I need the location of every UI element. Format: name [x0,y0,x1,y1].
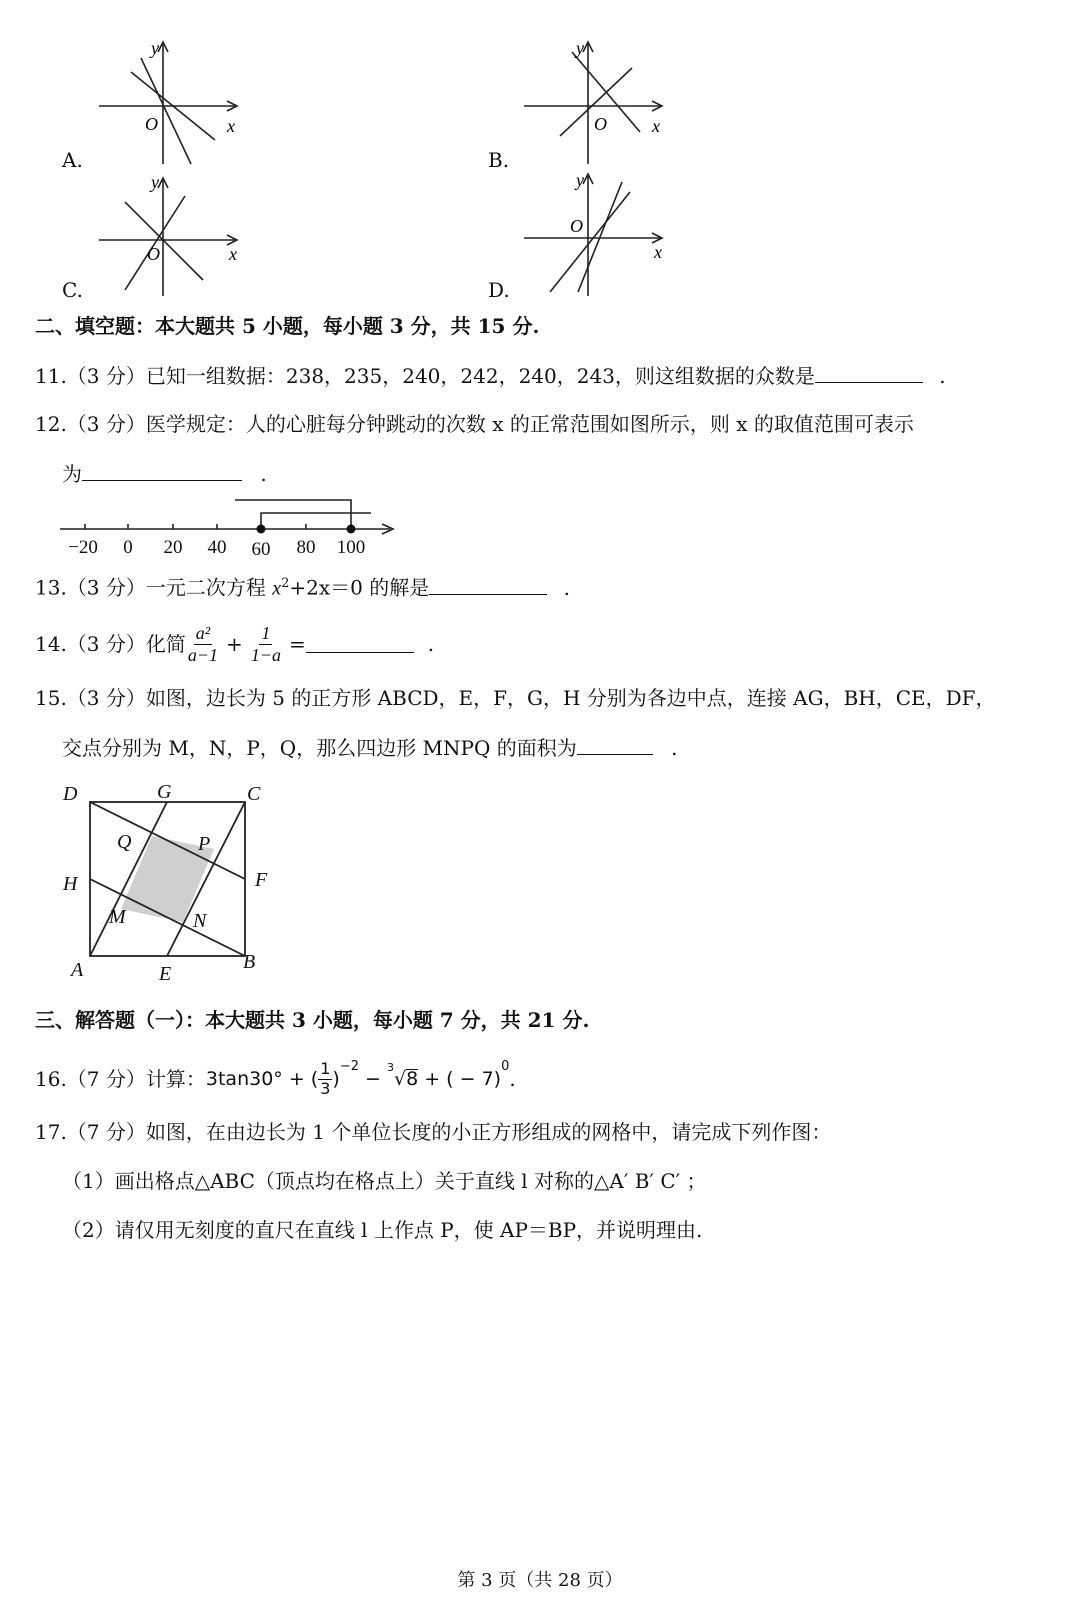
svg-text:Q: Q [117,831,132,853]
svg-text:O: O [594,114,607,134]
svg-text:A: A [71,959,84,981]
answer-blank-11[interactable] [815,381,923,383]
question-15-end: . [671,736,678,760]
question-11-text: 11.（3 分）已知一组数据：238，235，240，242，240，243，则这组数据的众数是 [35,364,815,388]
question-17-line1: 17.（7 分）如图，在由边长为 1 个单位长度的小正方形组成的网格中，请完成下列作图： [35,1120,832,1144]
answer-blank-15[interactable] [577,753,653,755]
tick-label: 0 [123,537,133,558]
equals-sign: = [288,632,306,656]
svg-text:x: x [652,116,660,136]
option-d-graph [520,172,680,297]
svg-text:H: H [63,873,78,895]
tick-label: 20 [163,537,183,558]
svg-text:D: D [63,783,78,805]
question-13-prefix: 13.（3 分）一元二次方程 [35,575,273,600]
number-line-figure [55,495,405,560]
svg-text:C: C [247,783,261,805]
svg-text:G: G [157,781,172,803]
exponent: −2 [339,1059,359,1074]
expression-part: + ( − 7) [418,1067,502,1090]
svg-text:y: y [151,38,159,58]
option-c-graph [95,172,255,297]
svg-text:O: O [570,216,583,236]
question-16-end: . [509,1067,516,1091]
question-15-line2 [62,738,677,758]
option-a-label[interactable]: A. [62,148,83,172]
question-17-part1: （1）画出格点△ABC（顶点均在格点上）关于直线 l 对称的△A′ B′ C′ ； [62,1169,707,1193]
svg-text:x: x [654,242,662,262]
option-d-label[interactable]: D. [488,278,510,302]
section-2-heading: 二、填空题：本大题共 5 小题，每小题 3 分，共 15 分. [35,314,540,338]
answer-blank-13[interactable] [429,593,547,595]
tick-label: 80 [296,537,316,558]
tick-label: 40 [207,537,227,558]
svg-text:y: y [151,172,159,192]
tick-label: 100 [336,537,366,558]
option-c-label[interactable]: C. [62,278,83,302]
tick-label: 60 [251,539,271,560]
section-3-heading: 三、解答题（一）：本大题共 3 小题，每小题 7 分，共 21 分. [35,1008,590,1032]
svg-text:x: x [227,116,235,136]
svg-text:P: P [198,833,211,855]
expression-part: ) [332,1067,340,1090]
question-13-end: . [563,575,570,600]
question-14 [35,616,434,672]
radicand: 8 [406,1068,419,1090]
answer-blank-12[interactable] [82,479,242,481]
tick-label: −20 [68,537,98,558]
question-13-sup: 2 [281,576,290,591]
svg-text:O: O [145,114,158,134]
option-b-label[interactable]: B. [488,148,510,172]
question-16-prefix: 16.（7 分）计算： [35,1067,206,1091]
question-12-line1: 12.（3 分）医学规定：人的心脏每分钟跳动的次数 x 的正常范围如图所示，则 x 的取值范围可表示 [35,412,914,436]
question-15-line1: 15.（3 分）如图，边长为 5 的正方形 ABCD，E，F，G，H 分别为各边中点，连接 AG，BH，CE，DF， [35,686,996,710]
svg-text:y: y [576,38,584,58]
one-third-fraction: $\frac{1}{3}$ [320,1059,331,1098]
answer-blank-14[interactable] [306,651,414,653]
expression-part: 3tan30° + ( [205,1067,319,1090]
fraction-1: $\frac{\text{a²}}{a-1}$ [187,622,219,665]
question-13-rest: +2x＝0 的解是 [289,575,430,600]
radical-sign: √ [393,1067,407,1090]
option-b-graph [520,40,680,165]
svg-text:E: E [159,963,172,985]
question-12-prefix: 为 [62,462,82,486]
question-17-part2: （2）请仅用无刻度的直尺在直线 l 上作点 P，使 AP＝BP，并说明理由. [62,1218,703,1242]
square-figure [55,780,285,985]
svg-text:M: M [109,906,126,928]
option-a-graph [95,40,255,165]
question-11 [35,366,946,386]
svg-text:F: F [255,869,268,891]
question-14-end: . [427,632,435,656]
question-13-var: x [272,577,282,600]
page-footer: 第 3 页（共 28 页） [457,1570,623,1591]
question-11-end: . [939,364,946,388]
question-12-end: . [260,462,267,486]
expression-part: − [358,1067,387,1090]
svg-text:y: y [576,170,584,190]
question-14-prefix: 14.（3 分）化简 [35,632,186,656]
svg-text:x: x [229,244,237,264]
exponent: 0 [501,1059,510,1074]
svg-text:N: N [193,910,207,932]
svg-text:B: B [243,951,256,973]
question-16 [35,1056,516,1102]
question-13 [35,577,570,599]
plus-sign: + [226,632,243,656]
svg-text:O: O [147,244,160,264]
root-index: 3 [386,1061,394,1074]
fraction-2: $\frac{1}{1-a}$ [250,622,281,665]
question-12-line2 [62,464,267,484]
question-15-text: 交点分别为 M，N，P，Q，那么四边形 MNPQ 的面积为 [62,736,577,760]
